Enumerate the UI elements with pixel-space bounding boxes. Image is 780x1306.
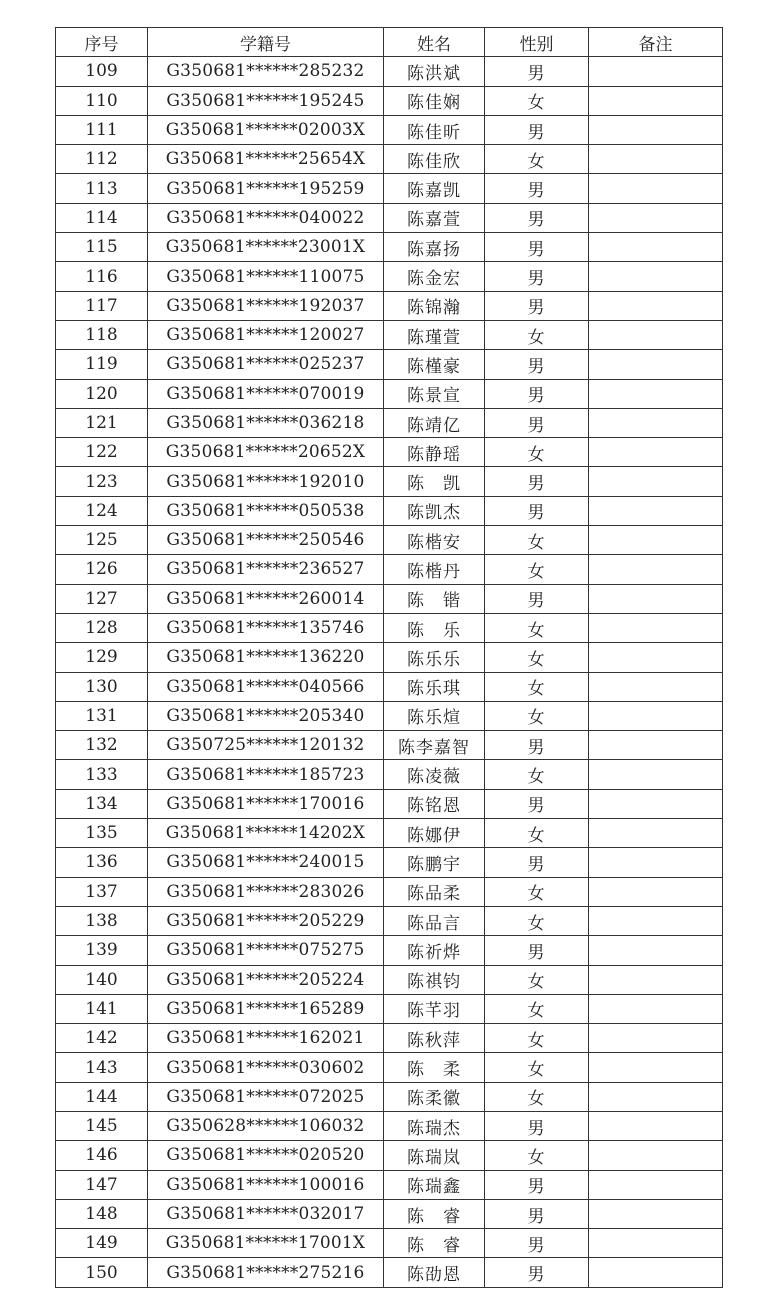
table-row <box>56 731 723 760</box>
table-header <box>56 28 723 57</box>
table-row <box>56 496 723 525</box>
cell-student-id: G350681******040566 <box>148 672 384 701</box>
cell-remark <box>589 1082 723 1111</box>
cell-gender: 男 <box>485 731 589 760</box>
table-row <box>56 1170 723 1199</box>
header-row <box>56 28 723 57</box>
cell-remark <box>589 819 723 848</box>
cell-gender: 女 <box>485 643 589 672</box>
cell-no: 115 <box>56 233 148 262</box>
cell-gender: 男 <box>485 1170 589 1199</box>
cell-name: 陈洪斌 <box>384 57 485 86</box>
cell-remark <box>589 1258 723 1287</box>
cell-no: 132 <box>56 731 148 760</box>
cell-student-id: G350681******040022 <box>148 203 384 232</box>
cell-name: 陈铭恩 <box>384 789 485 818</box>
cell-name: 陈楷安 <box>384 526 485 555</box>
cell-gender: 女 <box>485 906 589 935</box>
cell-remark <box>589 262 723 291</box>
cell-remark <box>589 1141 723 1170</box>
cell-remark <box>589 496 723 525</box>
cell-student-id: G350681******23001X <box>148 233 384 262</box>
cell-name: 陈金宏 <box>384 262 485 291</box>
cell-gender: 男 <box>485 789 589 818</box>
cell-no: 148 <box>56 1199 148 1228</box>
cell-remark <box>589 672 723 701</box>
cell-student-id: G350681******120027 <box>148 320 384 349</box>
cell-remark <box>589 877 723 906</box>
cell-student-id: G350681******02003X <box>148 115 384 144</box>
cell-remark <box>589 86 723 115</box>
cell-student-id: G350628******106032 <box>148 1111 384 1140</box>
cell-student-id: G350681******20652X <box>148 438 384 467</box>
cell-name: 陈瑾萱 <box>384 320 485 349</box>
cell-no: 140 <box>56 965 148 994</box>
cell-student-id: G350681******192010 <box>148 467 384 496</box>
cell-remark <box>589 379 723 408</box>
cell-student-id: G350681******205224 <box>148 965 384 994</box>
cell-name: 陈品言 <box>384 906 485 935</box>
cell-no: 135 <box>56 819 148 848</box>
table-row <box>56 819 723 848</box>
table-row <box>56 994 723 1023</box>
cell-student-id: G350681******162021 <box>148 1024 384 1053</box>
cell-no: 131 <box>56 701 148 730</box>
cell-name: 陈乐煊 <box>384 701 485 730</box>
cell-student-id: G350681******110075 <box>148 262 384 291</box>
cell-remark <box>589 1229 723 1258</box>
table-body <box>56 57 723 1287</box>
table-row <box>56 584 723 613</box>
cell-remark <box>589 994 723 1023</box>
cell-gender: 女 <box>485 994 589 1023</box>
cell-remark <box>589 1170 723 1199</box>
cell-remark <box>589 203 723 232</box>
cell-remark <box>589 57 723 86</box>
table-row <box>56 291 723 320</box>
cell-no: 150 <box>56 1258 148 1287</box>
cell-gender: 男 <box>485 1199 589 1228</box>
table-row <box>56 1229 723 1258</box>
cell-no: 124 <box>56 496 148 525</box>
cell-student-id: G350681******283026 <box>148 877 384 906</box>
cell-remark <box>589 320 723 349</box>
cell-remark <box>589 174 723 203</box>
cell-student-id: G350681******192037 <box>148 291 384 320</box>
table-row <box>56 672 723 701</box>
cell-remark <box>589 291 723 320</box>
table-row <box>56 1082 723 1111</box>
cell-no: 129 <box>56 643 148 672</box>
cell-gender: 女 <box>485 86 589 115</box>
cell-student-id: G350681******275216 <box>148 1258 384 1287</box>
cell-name: 陈 凯 <box>384 467 485 496</box>
header-no: 序号 <box>56 28 148 57</box>
cell-remark <box>589 701 723 730</box>
cell-student-id: G350681******14202X <box>148 819 384 848</box>
cell-name: 陈靖亿 <box>384 408 485 437</box>
cell-name: 陈祈烨 <box>384 936 485 965</box>
cell-remark <box>589 350 723 379</box>
table-row <box>56 701 723 730</box>
cell-student-id: G350681******205340 <box>148 701 384 730</box>
cell-remark <box>589 145 723 174</box>
cell-gender: 男 <box>485 408 589 437</box>
cell-name: 陈秋萍 <box>384 1024 485 1053</box>
table-row <box>56 526 723 555</box>
cell-name: 陈嘉扬 <box>384 233 485 262</box>
cell-remark <box>589 408 723 437</box>
cell-name: 陈静瑶 <box>384 438 485 467</box>
cell-student-id: G350681******070019 <box>148 379 384 408</box>
cell-no: 123 <box>56 467 148 496</box>
cell-no: 144 <box>56 1082 148 1111</box>
cell-gender: 男 <box>485 233 589 262</box>
cell-no: 139 <box>56 936 148 965</box>
cell-no: 147 <box>56 1170 148 1199</box>
cell-student-id: G350681******136220 <box>148 643 384 672</box>
cell-gender: 男 <box>485 1258 589 1287</box>
cell-remark <box>589 613 723 642</box>
table-row <box>56 350 723 379</box>
cell-gender: 女 <box>485 701 589 730</box>
table-row <box>56 408 723 437</box>
cell-gender: 男 <box>485 203 589 232</box>
cell-name: 陈楷丹 <box>384 555 485 584</box>
cell-no: 112 <box>56 145 148 174</box>
cell-gender: 男 <box>485 57 589 86</box>
cell-name: 陈佳昕 <box>384 115 485 144</box>
cell-name: 陈嘉萱 <box>384 203 485 232</box>
cell-no: 116 <box>56 262 148 291</box>
cell-name: 陈芊羽 <box>384 994 485 1023</box>
table-row <box>56 320 723 349</box>
cell-student-id: G350681******072025 <box>148 1082 384 1111</box>
table-row <box>56 145 723 174</box>
cell-remark <box>589 584 723 613</box>
cell-gender: 女 <box>485 613 589 642</box>
cell-name: 陈锦瀚 <box>384 291 485 320</box>
student-roster-table <box>55 27 723 1288</box>
cell-remark <box>589 760 723 789</box>
cell-remark <box>589 731 723 760</box>
table-row <box>56 174 723 203</box>
cell-gender: 女 <box>485 1082 589 1111</box>
table-row <box>56 1141 723 1170</box>
cell-name: 陈景宣 <box>384 379 485 408</box>
cell-name: 陈凌薇 <box>384 760 485 789</box>
cell-gender: 女 <box>485 320 589 349</box>
cell-gender: 女 <box>485 1141 589 1170</box>
cell-no: 111 <box>56 115 148 144</box>
cell-no: 143 <box>56 1053 148 1082</box>
cell-remark <box>589 438 723 467</box>
cell-gender: 男 <box>485 1229 589 1258</box>
cell-gender: 男 <box>485 467 589 496</box>
cell-student-id: G350725******120132 <box>148 731 384 760</box>
header-remark: 备注 <box>589 28 723 57</box>
cell-no: 138 <box>56 906 148 935</box>
table-row <box>56 789 723 818</box>
cell-gender: 女 <box>485 1053 589 1082</box>
cell-student-id: G350681******260014 <box>148 584 384 613</box>
cell-no: 120 <box>56 379 148 408</box>
cell-gender: 男 <box>485 174 589 203</box>
cell-remark <box>589 233 723 262</box>
cell-student-id: G350681******030602 <box>148 1053 384 1082</box>
cell-no: 128 <box>56 613 148 642</box>
cell-no: 149 <box>56 1229 148 1258</box>
cell-name: 陈李嘉智 <box>384 731 485 760</box>
table-row <box>56 848 723 877</box>
cell-student-id: G350681******240015 <box>148 848 384 877</box>
cell-remark <box>589 789 723 818</box>
cell-student-id: G350681******050538 <box>148 496 384 525</box>
cell-gender: 女 <box>485 760 589 789</box>
cell-no: 137 <box>56 877 148 906</box>
cell-gender: 男 <box>485 848 589 877</box>
cell-no: 110 <box>56 86 148 115</box>
cell-name: 陈嘉凯 <box>384 174 485 203</box>
cell-no: 130 <box>56 672 148 701</box>
cell-remark <box>589 906 723 935</box>
cell-gender: 女 <box>485 965 589 994</box>
table-row <box>56 262 723 291</box>
header-name: 姓名 <box>384 28 485 57</box>
cell-no: 141 <box>56 994 148 1023</box>
cell-name: 陈 睿 <box>384 1199 485 1228</box>
table-row <box>56 877 723 906</box>
cell-student-id: G350681******020520 <box>148 1141 384 1170</box>
cell-remark <box>589 1199 723 1228</box>
table-row <box>56 936 723 965</box>
table-row <box>56 555 723 584</box>
cell-no: 127 <box>56 584 148 613</box>
cell-name: 陈 乐 <box>384 613 485 642</box>
cell-name: 陈乐乐 <box>384 643 485 672</box>
cell-student-id: G350681******025237 <box>148 350 384 379</box>
cell-no: 113 <box>56 174 148 203</box>
table-row <box>56 643 723 672</box>
table-row <box>56 760 723 789</box>
cell-student-id: G350681******165289 <box>148 994 384 1023</box>
cell-no: 146 <box>56 1141 148 1170</box>
cell-no: 109 <box>56 57 148 86</box>
table-row <box>56 438 723 467</box>
cell-gender: 女 <box>485 819 589 848</box>
cell-no: 134 <box>56 789 148 818</box>
table-row <box>56 906 723 935</box>
table-row <box>56 1258 723 1287</box>
cell-name: 陈 睿 <box>384 1229 485 1258</box>
cell-name: 陈瑞鑫 <box>384 1170 485 1199</box>
cell-no: 136 <box>56 848 148 877</box>
cell-name: 陈 锴 <box>384 584 485 613</box>
cell-student-id: G350681******195245 <box>148 86 384 115</box>
cell-gender: 男 <box>485 584 589 613</box>
cell-student-id: G350681******036218 <box>148 408 384 437</box>
cell-student-id: G350681******25654X <box>148 145 384 174</box>
cell-no: 114 <box>56 203 148 232</box>
cell-student-id: G350681******100016 <box>148 1170 384 1199</box>
table-row <box>56 1111 723 1140</box>
cell-gender: 女 <box>485 555 589 584</box>
cell-no: 121 <box>56 408 148 437</box>
cell-remark <box>589 555 723 584</box>
table-row <box>56 1199 723 1228</box>
cell-no: 145 <box>56 1111 148 1140</box>
cell-name: 陈槿豪 <box>384 350 485 379</box>
table-row <box>56 86 723 115</box>
cell-gender: 男 <box>485 262 589 291</box>
cell-gender: 男 <box>485 936 589 965</box>
cell-gender: 男 <box>485 1111 589 1140</box>
cell-name: 陈劭恩 <box>384 1258 485 1287</box>
cell-gender: 男 <box>485 350 589 379</box>
table-row <box>56 115 723 144</box>
cell-name: 陈祺钧 <box>384 965 485 994</box>
cell-gender: 男 <box>485 115 589 144</box>
cell-name: 陈瑞岚 <box>384 1141 485 1170</box>
cell-student-id: G350681******075275 <box>148 936 384 965</box>
cell-student-id: G350681******195259 <box>148 174 384 203</box>
table-row <box>56 57 723 86</box>
cell-remark <box>589 115 723 144</box>
cell-remark <box>589 848 723 877</box>
cell-name: 陈品柔 <box>384 877 485 906</box>
cell-remark <box>589 1111 723 1140</box>
table-row <box>56 467 723 496</box>
cell-gender: 男 <box>485 496 589 525</box>
cell-no: 125 <box>56 526 148 555</box>
cell-remark <box>589 965 723 994</box>
cell-name: 陈佳欣 <box>384 145 485 174</box>
cell-remark <box>589 936 723 965</box>
cell-no: 119 <box>56 350 148 379</box>
cell-gender: 女 <box>485 1024 589 1053</box>
header-student-id: 学籍号 <box>148 28 384 57</box>
cell-gender: 男 <box>485 379 589 408</box>
cell-name: 陈鹏宇 <box>384 848 485 877</box>
cell-gender: 女 <box>485 145 589 174</box>
cell-gender: 女 <box>485 438 589 467</box>
cell-name: 陈柔徽 <box>384 1082 485 1111</box>
cell-no: 133 <box>56 760 148 789</box>
table-row <box>56 965 723 994</box>
cell-student-id: G350681******17001X <box>148 1229 384 1258</box>
cell-remark <box>589 643 723 672</box>
cell-no: 122 <box>56 438 148 467</box>
cell-gender: 男 <box>485 291 589 320</box>
cell-remark <box>589 1024 723 1053</box>
cell-no: 126 <box>56 555 148 584</box>
table-row <box>56 613 723 642</box>
cell-remark <box>589 1053 723 1082</box>
cell-student-id: G350681******205229 <box>148 906 384 935</box>
header-gender: 性别 <box>485 28 589 57</box>
cell-remark <box>589 467 723 496</box>
cell-no: 118 <box>56 320 148 349</box>
cell-gender: 女 <box>485 672 589 701</box>
cell-student-id: G350681******032017 <box>148 1199 384 1228</box>
cell-student-id: G350681******185723 <box>148 760 384 789</box>
cell-name: 陈 柔 <box>384 1053 485 1082</box>
table-row <box>56 203 723 232</box>
table-row <box>56 379 723 408</box>
cell-name: 陈佳娴 <box>384 86 485 115</box>
cell-student-id: G350681******236527 <box>148 555 384 584</box>
cell-remark <box>589 526 723 555</box>
cell-name: 陈瑞杰 <box>384 1111 485 1140</box>
cell-name: 陈凯杰 <box>384 496 485 525</box>
cell-student-id: G350681******250546 <box>148 526 384 555</box>
cell-no: 117 <box>56 291 148 320</box>
cell-student-id: G350681******285232 <box>148 57 384 86</box>
cell-name: 陈娜伊 <box>384 819 485 848</box>
cell-no: 142 <box>56 1024 148 1053</box>
cell-gender: 女 <box>485 877 589 906</box>
table-row <box>56 1053 723 1082</box>
table-row <box>56 233 723 262</box>
cell-student-id: G350681******170016 <box>148 789 384 818</box>
cell-name: 陈乐琪 <box>384 672 485 701</box>
cell-student-id: G350681******135746 <box>148 613 384 642</box>
table-row <box>56 1024 723 1053</box>
cell-gender: 女 <box>485 526 589 555</box>
